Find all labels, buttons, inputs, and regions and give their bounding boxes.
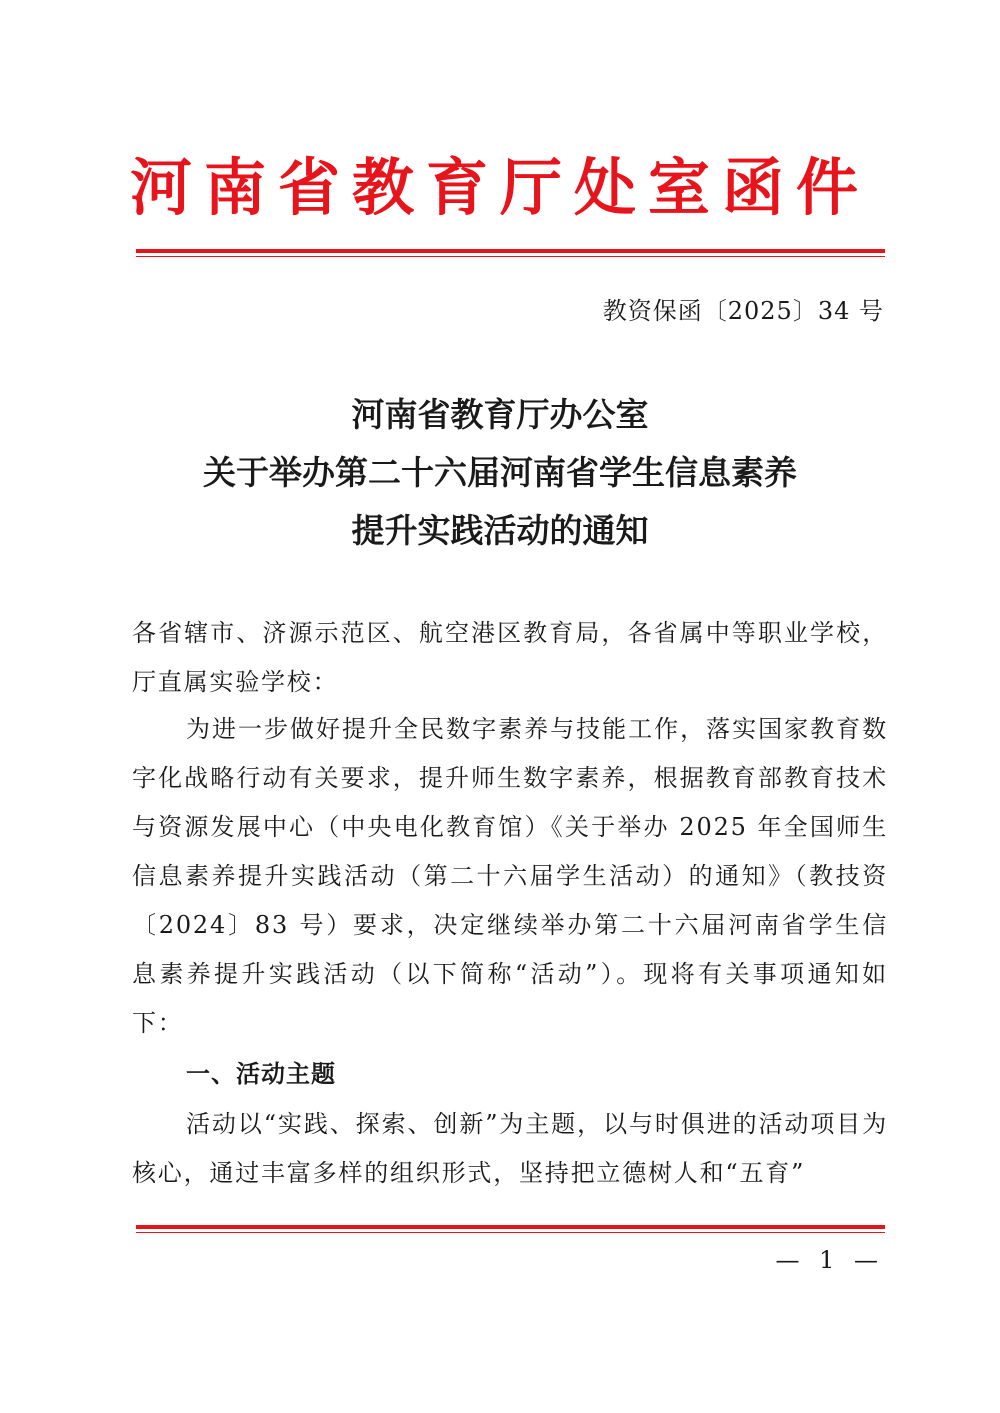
page-number: — 1 —: [775, 1246, 884, 1274]
body-paragraph-1: 为进一步做好提升全民数字素养与技能工作，落实国家教育数字化战略行动有关要求，提升师生数字素养，根据教育部教育技术与资源发展中心（中央电化教育馆）《关于举办 2025 年全国师生信息素养提升实践活动（第二十六届学生活动）的通知》（教技资〔2024〕83 号）要求，决定继续举办第二十六届河南省学生信息素养提升实践活动（以下简称“活动”）。现将有关事项通知如下：: [132, 715, 888, 1037]
footer-red-rule-thin: [136, 1232, 885, 1233]
document-title: [0, 386, 1000, 560]
footer-red-rule-thick: [136, 1225, 885, 1229]
letterhead-title: 河南省教育厅处室函件: [129, 151, 870, 224]
body-paragraph-2: 活动以“实践、探索、创新”为主题，以与时俱进的活动项目为核心，通过丰富多样的组织形式，坚持把立德树人和“五育”: [132, 1110, 888, 1187]
letterhead-red-rule-thick: [136, 249, 885, 253]
letterhead-red-rule-thin: [136, 256, 885, 257]
section-heading-1: 一、活动主题: [186, 1060, 336, 1088]
addressee: 各省辖市、济源示范区、航空港区教育局，各省属中等职业学校，厅直属实验学校：: [132, 619, 888, 696]
document-title-line-2: 关于举办第二十六届河南省学生信息素养: [203, 453, 797, 492]
document-number: 教资保函〔2025〕34 号: [602, 297, 884, 325]
document-title-line-1: 河南省教育厅办公室: [351, 395, 649, 434]
document-title-line-3: 提升实践活动的通知: [351, 511, 649, 550]
